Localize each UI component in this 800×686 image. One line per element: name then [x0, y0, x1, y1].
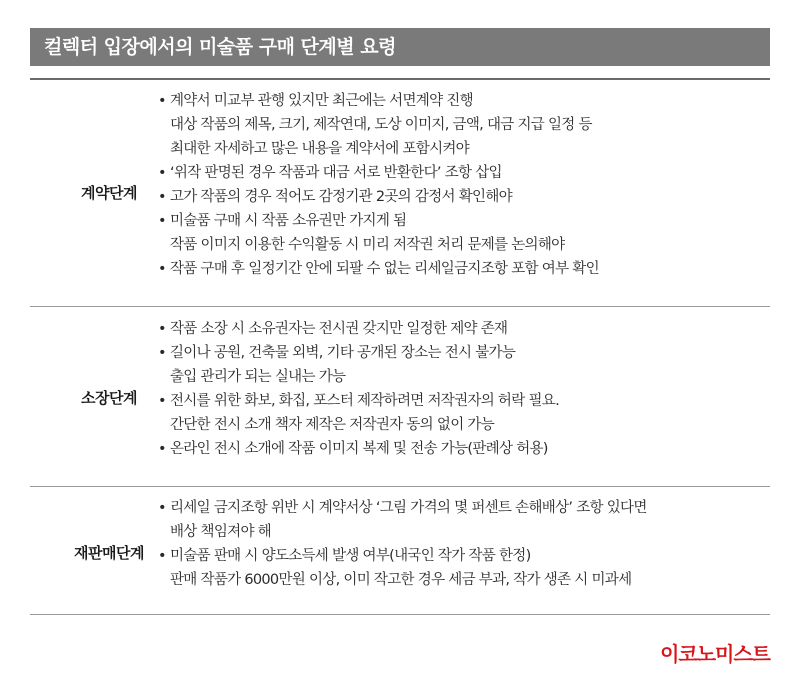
divider: [30, 78, 770, 80]
section-ownership: [30, 317, 770, 477]
list-item: [158, 341, 758, 365]
list-item-text: 작품 소장 시 소유권자는 전시권 갖지만 일정한 제약 존재: [170, 321, 508, 337]
list-item-text: 리세일 금지조항 위반 시 계약서상 ‘그림 가격의 몇 퍼센트 손해배상’ 조항 있다면: [170, 500, 647, 516]
bullet-mark: •: [158, 93, 166, 109]
bullet-mark: •: [158, 345, 166, 361]
list-item: [158, 437, 758, 461]
stage-label: 재판매단계: [74, 544, 144, 562]
list-item: [158, 161, 758, 185]
list-item-text: 미술품 구매 시 작품 소유권만 가지게 됨: [170, 213, 407, 229]
publisher-logo: 이코노미스트: [660, 642, 770, 666]
bullet-mark: •: [158, 500, 166, 516]
bullet-mark: •: [158, 321, 166, 337]
page-title: 컬렉터 입장에서의 미술품 구매 단계별 요령: [44, 36, 396, 58]
list-item-text: 전시를 위한 화보, 화집, 포스터 제작하려면 저작권자의 허락 필요.: [170, 393, 559, 409]
section-resale: [30, 496, 770, 606]
list-item-text: 작품 구매 후 일정기간 안에 되팔 수 없는 리세일금지조항 포함 여부 확인: [170, 261, 599, 277]
list-item-text: 판매 작품가 6000만원 이상, 이미 작고한 경우 세금 부과, 작가 생존 시 미과세: [170, 572, 632, 588]
list-item-text: 온라인 전시 소개에 작품 이미지 복제 및 전송 가능(판례상 허용): [170, 441, 548, 457]
list-item-text: 고가 작품의 경우 적어도 감정기관 2곳의 감정서 확인해야: [170, 189, 512, 205]
item-list: [158, 496, 758, 592]
bullet-mark: •: [158, 441, 166, 457]
list-item: [158, 209, 758, 233]
list-item: [158, 89, 758, 113]
list-item-text: 미술품 판매 시 양도소득세 발생 여부(내국인 작가 작품 한정): [170, 548, 531, 564]
list-item: [158, 137, 758, 161]
bullet-mark: •: [158, 165, 166, 181]
list-item: [158, 317, 758, 341]
list-item-text: ‘위작 판명된 경우 작품과 대금 서로 반환한다’ 조항 삽입: [170, 165, 502, 181]
list-item: [158, 544, 758, 568]
list-item-text: 작품 이미지 이용한 수익활동 시 미리 저작권 처리 문제를 논의해야: [170, 237, 565, 253]
divider: [30, 486, 770, 487]
list-item-text: 배상 책임져야 해: [170, 524, 271, 540]
divider: [30, 614, 770, 615]
stage-label: 소장단계: [81, 389, 137, 407]
list-item: [158, 113, 758, 137]
item-list: [158, 89, 758, 281]
list-item: [158, 413, 758, 437]
list-item: [158, 520, 758, 544]
list-item: [158, 389, 758, 413]
bullet-mark: •: [158, 213, 166, 229]
bullet-mark: •: [158, 548, 166, 564]
list-item: [158, 496, 758, 520]
title-bar: [30, 28, 770, 66]
list-item-text: 출입 관리가 되는 실내는 가능: [170, 369, 346, 385]
list-item: [158, 185, 758, 209]
list-item: [158, 257, 758, 281]
list-item-text: 길이나 공원, 건축물 외벽, 기타 공개된 장소는 전시 불가능: [170, 345, 516, 361]
list-item-text: 계약서 미교부 관행 있지만 최근에는 서면계약 진행: [170, 93, 473, 109]
divider: [30, 306, 770, 307]
stage-label: 계약단계: [81, 184, 137, 202]
bullet-mark: •: [158, 189, 166, 205]
list-item-text: 간단한 전시 소개 책자 제작은 저작권자 동의 없이 가능: [170, 417, 495, 433]
list-item: [158, 365, 758, 389]
item-list: [158, 317, 758, 461]
list-item: [158, 568, 758, 592]
list-item-text: 대상 작품의 제목, 크기, 제작연대, 도상 이미지, 금액, 대금 지급 일정 등: [170, 117, 592, 133]
list-item: [158, 233, 758, 257]
bullet-mark: •: [158, 261, 166, 277]
list-item-text: 최대한 자세하고 많은 내용을 계약서에 포함시켜야: [170, 141, 469, 157]
bullet-mark: •: [158, 393, 166, 409]
section-contract: [30, 89, 770, 299]
